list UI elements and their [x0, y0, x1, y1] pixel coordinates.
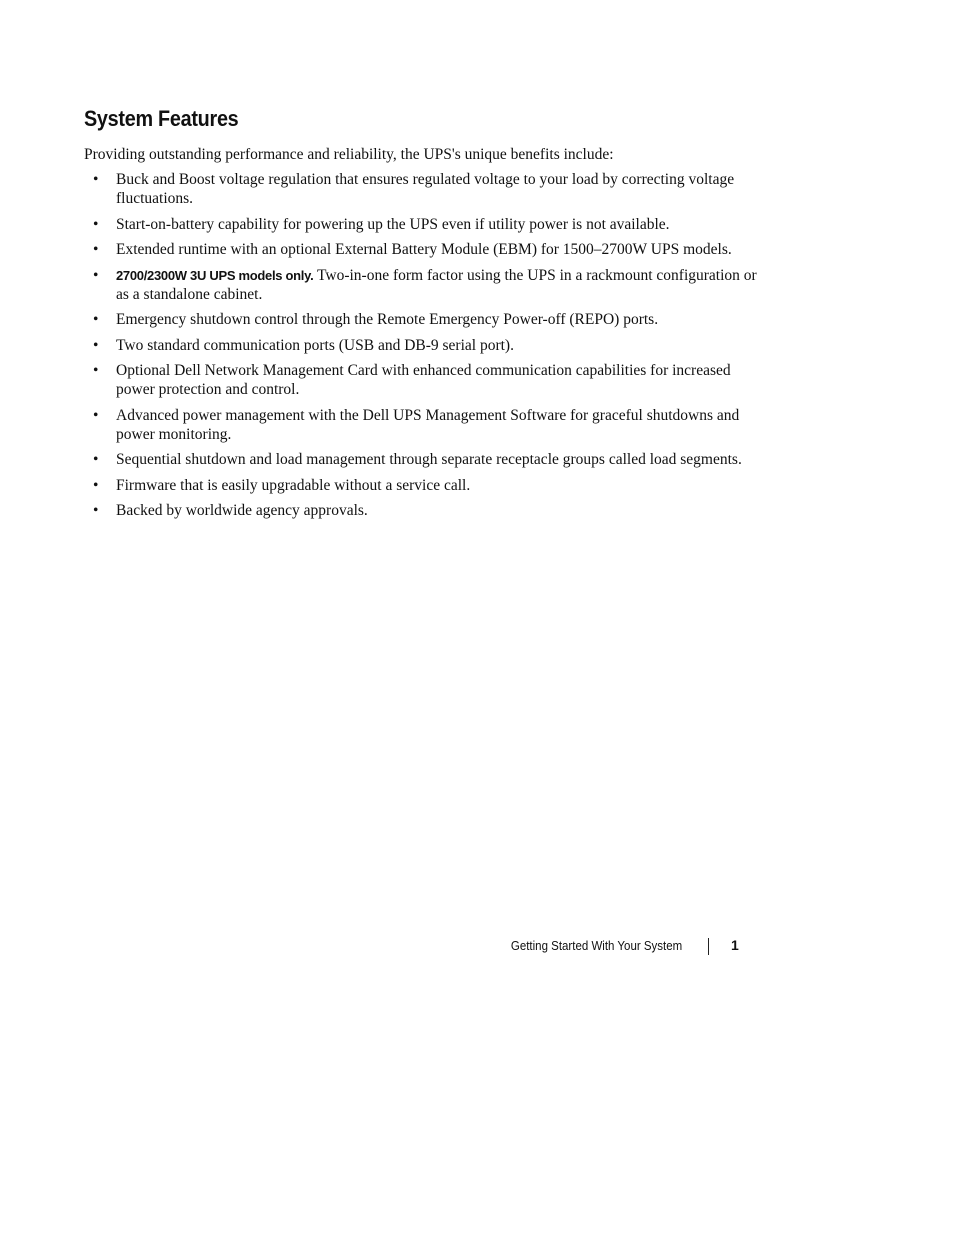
feature-text: Backed by worldwide agency approvals.: [116, 502, 368, 519]
bullet-icon: •: [93, 336, 99, 354]
list-item: [84, 406, 764, 444]
bullet-icon: •: [93, 241, 99, 258]
feature-text: Buck and Boost voltage regulation that ensures regulated voltage to your load by correcting voltage fluctuations.: [116, 171, 735, 207]
page-title: System Features: [84, 106, 239, 131]
feature-lead: 2700/2300W 3U UPS models only.: [116, 267, 314, 283]
list-item: [84, 450, 764, 469]
footer-chapter-title: Getting Started With Your System: [510, 939, 682, 953]
list-item: [84, 476, 764, 495]
bullet-icon: •: [93, 171, 99, 188]
page-number: 1: [731, 937, 739, 953]
feature-list: [84, 170, 764, 527]
bullet-icon: •: [93, 476, 99, 494]
list-item: [84, 336, 764, 355]
footer-divider: [708, 938, 709, 955]
list-item: [84, 266, 764, 304]
feature-text: Advanced power management with the Dell UPS Management Software for graceful shutdowns and power monitoring.: [116, 406, 740, 443]
feature-text: Start-on-battery capability for powering up the UPS even if utility power is not available.: [116, 215, 670, 233]
bullet-icon: •: [93, 266, 99, 284]
feature-text: Extended runtime with an optional External Battery Module (EBM) for 1500–2700W UPS models.: [116, 241, 732, 258]
feature-text: Emergency shutdown control through the Remote Emergency Power-off (REPO) ports.: [116, 311, 659, 328]
feature-text: Firmware that is easily upgradable without a service call.: [116, 476, 471, 494]
feature-text: Two standard communication ports (USB and DB-9 serial port).: [116, 336, 514, 354]
list-item: [84, 501, 764, 520]
intro-paragraph: Providing outstanding performance and reliability, the UPS's unique benefits include:: [84, 146, 614, 163]
page-footer: [0, 938, 954, 958]
feature-text: Sequential shutdown and load management through separate receptacle groups called load segments.: [116, 451, 742, 468]
list-item: [84, 240, 764, 259]
bullet-icon: •: [93, 406, 99, 424]
bullet-icon: •: [93, 362, 99, 379]
bullet-icon: •: [93, 215, 99, 233]
bullet-icon: •: [93, 451, 99, 468]
feature-text: Optional Dell Network Management Card with enhanced communication capabilities for increased power protection and control.: [116, 362, 731, 398]
list-item: [84, 170, 764, 208]
list-item: [84, 361, 764, 399]
bullet-icon: •: [93, 311, 99, 328]
bullet-icon: •: [93, 502, 99, 519]
list-item: [84, 310, 764, 329]
list-item: [84, 215, 764, 234]
feature-text: Two-in-one form factor using the UPS in a rackmount configuration or as a standalone cabinet.: [116, 266, 757, 303]
